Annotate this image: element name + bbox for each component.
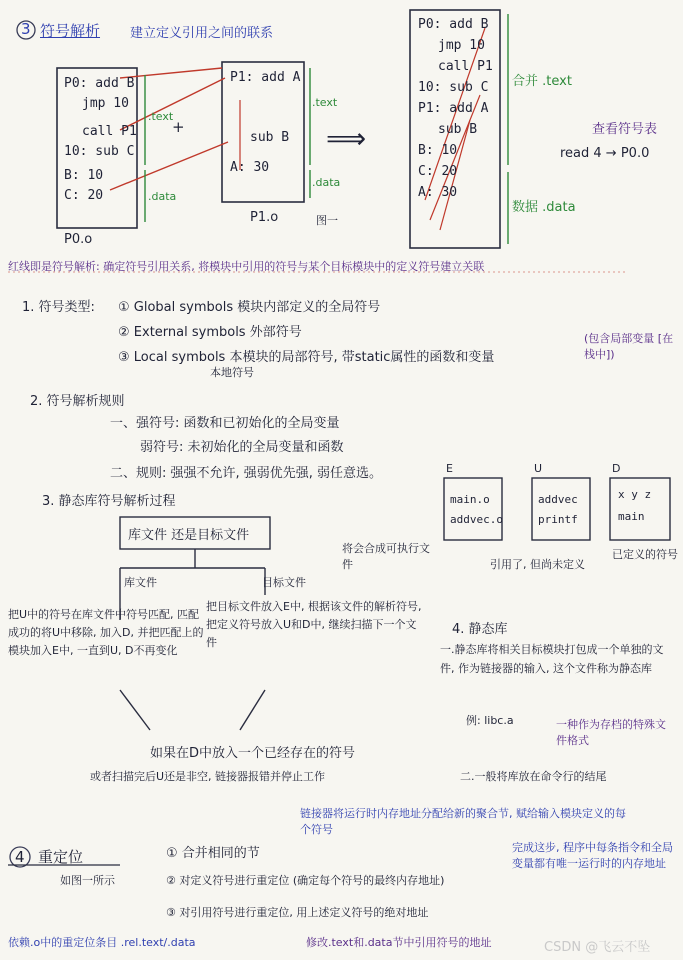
p0-line: 10: sub C [64, 144, 135, 159]
flow-loop-text: 如果在D中放入一个已经存在的符号 [150, 746, 356, 761]
merged-line: jmp 10 [438, 38, 485, 53]
sec1-title: 1. 符号类型: [22, 300, 95, 315]
p0-label: P0.o [64, 232, 93, 247]
d-line: main [618, 510, 645, 523]
sec1-item-external: ② External symbols 外部符号 [118, 325, 302, 340]
u-line: printf [538, 513, 578, 526]
merged-line: C: 20 [418, 164, 458, 179]
p0-text-label: .text [148, 110, 174, 123]
p1-line: sub B [250, 130, 290, 145]
u-box-contents [538, 490, 578, 530]
p1-text-label: .text [312, 96, 338, 109]
p0-line: jmp 10 [82, 96, 129, 111]
sec1-local-sub: 本地符号 [210, 366, 254, 379]
p1-line: A: 30 [230, 160, 270, 175]
merged-data-label: 数据 .data [512, 200, 576, 215]
sec5-bottom-right: 修改.text和.data节中引用符号的地址 [306, 936, 492, 949]
flow-lib-text: 把U中的符号在库文件中符号匹配, 匹配成功的将U中移除, 加入D, 并把匹配上的模块加入E中, 一直到U, D不再变化 [8, 608, 204, 657]
sec5-item1: ① 合并相同的节 [166, 846, 260, 861]
sec5-subtitle: 如图一所示 [60, 874, 115, 887]
flow-branch-obj: 目标文件 [262, 576, 306, 589]
d-box-letter: D [612, 462, 621, 475]
sec5-item2-note: 完成这步, 程序中每条指令和全局变量都有唯一运行时的内存地址 [512, 841, 673, 870]
sec3-title: 3. 静态库符号解析过程 [42, 494, 176, 509]
sec5-number: 4 [15, 848, 25, 866]
e-box-letter: E [446, 462, 453, 475]
sec5-item2: ② 对定义符号进行重定位 (确定每个符号的最终内存地址) [166, 874, 445, 887]
flow-end-text: 或者扫描完后U还是非空, 链接器报错并停止工作 [90, 770, 326, 783]
sec4-para2: 二.一般将库放在命令行的结尾 [460, 770, 607, 783]
sec5-top-note: 链接器将运行时内存地址分配给新的聚合节, 赋给输入模块定义的每个符号 [300, 807, 626, 836]
flow-branch-lib: 库文件 [124, 576, 157, 589]
p0-line: C: 20 [64, 188, 104, 203]
section-number: 3 [21, 20, 31, 38]
merged-line: sub B [438, 122, 478, 137]
sec2-title: 2. 符号解析规则 [30, 394, 125, 409]
sec1-item-global: ① Global symbols 模块内部定义的全局符号 [118, 300, 381, 315]
e-line: main.o [450, 493, 490, 506]
u-line: addvec [538, 493, 578, 506]
d-box-contents [618, 484, 651, 528]
merged-text-label: 合并 .text [512, 74, 572, 89]
sec2-rule: 二、规则: 强强不允许, 强弱优先强, 弱任意选。 [110, 466, 383, 481]
sec4-example: 例: libc.a [466, 714, 514, 727]
e-caption: 将会合成可执行文件 [342, 542, 430, 571]
flow-top-label: 库文件 还是目标文件 [128, 528, 250, 543]
lookup-note: 查看符号表 [592, 122, 658, 137]
watermark: CSDN @飞云不坠 [544, 940, 651, 955]
p0-line: B: 10 [64, 168, 104, 183]
merged-contents [418, 14, 493, 203]
e-line: addvec.o [450, 513, 503, 526]
merged-line: P1: add A [418, 101, 489, 116]
section-subtitle: 建立定义引用之间的联系 [130, 26, 274, 41]
merged-line: B: 10 [418, 143, 458, 158]
p0-contents [64, 74, 137, 206]
sec1-side-note: (包含局部变量 [在栈中]) [584, 332, 674, 361]
sec2-strong: 一、强符号: 函数和已初始化的全局变量 [110, 416, 340, 431]
sec5-item3: ③ 对引用符号进行重定位, 用上述定义符号的绝对地址 [166, 906, 429, 919]
d-caption: 已定义的符号 [612, 548, 678, 561]
u-box-letter: U [534, 462, 543, 475]
merged-line: A: 30 [418, 185, 458, 200]
p0-data-label: .data [148, 190, 177, 203]
d-line: x y z [618, 488, 652, 501]
figure-label: 图一 [316, 214, 338, 227]
plus-sign: + [172, 118, 185, 136]
p0-line: call P1 [82, 124, 137, 139]
p1-data-label: .data [312, 176, 341, 189]
u-caption: 引用了, 但尚未定义 [490, 558, 585, 571]
sec1-item-local: ③ Local symbols 本模块的局部符号, 带static属性的函数和变量 [118, 350, 495, 365]
sec5-bottom-left: 依赖.o中的重定位条目 .rel.text/.data [8, 936, 196, 949]
sec4-example-note: 一种作为存档的特殊文件格式 [556, 718, 666, 747]
sec4-para1: 一.静态库将相关目标模块打包成一个单独的文件, 作为链接器的输入, 这个文件称为静态库 [440, 643, 664, 675]
e-box-contents [450, 490, 503, 530]
p1-line: P1: add A [230, 70, 301, 85]
merged-line: 10: sub C [418, 80, 489, 95]
merge-arrow-icon: ⟹ [326, 122, 367, 155]
merged-line: call P1 [438, 59, 493, 74]
merged-line: P0: add B [418, 17, 489, 32]
flow-obj-text: 把目标文件放入E中, 根据该文件的解析符号, 把定义符号放入U和D中, 继续扫描下一个文件 [206, 600, 422, 649]
read-note: read 4 → P0.0 [560, 146, 650, 161]
sec5-title: 重定位 [38, 848, 84, 866]
sec4-title: 4. 静态库 [452, 622, 508, 637]
red-note: 红线即是符号解析: 确定符号引用关系, 将模块中引用的符号与某个目标模块中的定义符号建立关联 [8, 260, 485, 273]
p1-contents [230, 68, 300, 178]
sec2-weak: 弱符号: 未初始化的全局变量和函数 [140, 440, 344, 455]
section-title: 符号解析 [40, 22, 101, 40]
p0-line: P0: add B [64, 76, 135, 91]
p1-label: P1.o [250, 210, 279, 225]
